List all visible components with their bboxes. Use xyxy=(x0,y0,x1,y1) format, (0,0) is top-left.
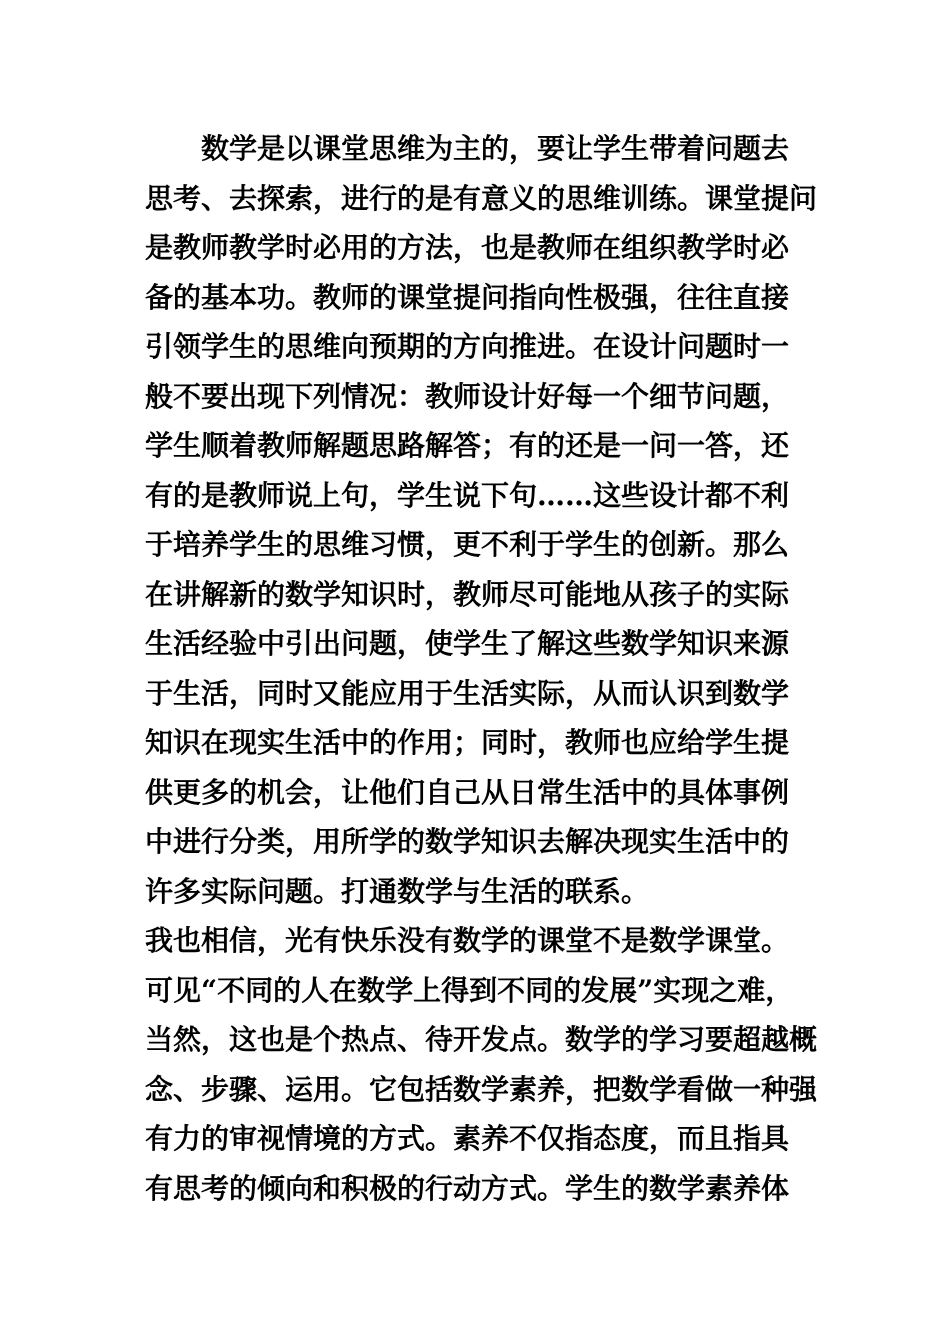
text-line: 有力的审视情境的方式。素养不仅指态度，而且指具 xyxy=(145,1122,790,1155)
text-line: 有思考的倾向和积极的行动方式。学生的数学素养体 xyxy=(145,1171,790,1205)
text-line: 念、步骤、运用。它包括数学素养，把数学看做一种强 xyxy=(145,1072,818,1106)
text-line: 思考、去探索，进行的是有意义的思维训练。课堂提问 xyxy=(145,181,818,215)
text-line: 知识在现实生活中的作用；同时，教师也应给学生提 xyxy=(145,726,790,759)
text-line: 般不要出现下列情况：教师设计好每一个细节问题， xyxy=(145,379,790,413)
body-text xyxy=(145,124,818,1213)
text-line: 有的是教师说上句，学生说下句……这些设计都不利 xyxy=(145,478,790,512)
text-line: 我也相信，光有快乐没有数学的课堂不是数学课堂。 xyxy=(145,924,790,957)
text-line: 于生活，同时又能应用于生活实际，从而认识到数学 xyxy=(145,676,790,710)
text-line: 当然，这也是个热点、待开发点。数学的学习要超越概 xyxy=(145,1023,818,1056)
text-line: 在讲解新的数学知识时，教师尽可能地从孩子的实际 xyxy=(145,577,790,611)
text-line: 许多实际问题。打通数学与生活的联系。 xyxy=(145,874,650,908)
text-line: 学生顺着教师解题思路解答；有的还是一问一答，还 xyxy=(145,429,790,462)
text-line: 引领学生的思维向预期的方向推进。在设计问题时一 xyxy=(145,330,790,363)
text-line: 生活经验中引出问题，使学生了解这些数学知识来源 xyxy=(145,627,790,660)
text-line: 中进行分类，用所学的数学知识去解决现实生活中的 xyxy=(145,825,790,858)
text-line: 供更多的机会，让他们自己从日常生活中的具体事例 xyxy=(145,775,790,809)
text-line: 备的基本功。教师的课堂提问指向性极强，往往直接 xyxy=(145,280,790,314)
text-line: 可见“不同的人在数学上得到不同的发展”实现之难， xyxy=(145,973,794,1007)
text-line: 数学是以课堂思维为主的，要让学生带着问题去 xyxy=(201,132,790,165)
text-line: 是教师教学时必用的方法，也是教师在组织教学时必 xyxy=(145,231,790,264)
text-line: 于培养学生的思维习惯，更不利于学生的创新。那么 xyxy=(145,528,790,561)
